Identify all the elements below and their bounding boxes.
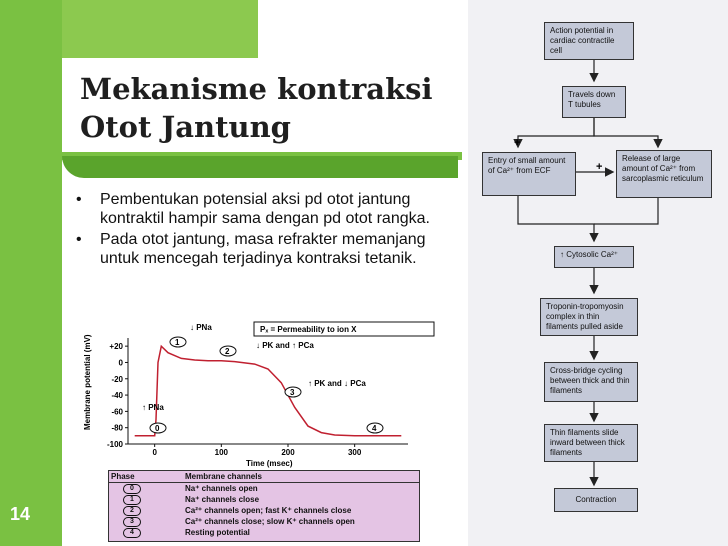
x-axis-label: Time (msec) bbox=[246, 459, 293, 468]
phase-number: 0 bbox=[123, 484, 141, 494]
phase-number: 4 bbox=[123, 528, 141, 538]
y-tick-label: -100 bbox=[106, 440, 123, 449]
y-tick-label: -60 bbox=[111, 407, 123, 417]
annotation-pna-up: ↑ PNa bbox=[142, 403, 164, 412]
title-line-2: Otot Jantung bbox=[80, 110, 291, 144]
arrow-entry-to-cytosolic bbox=[518, 196, 594, 240]
left-green-band bbox=[0, 0, 62, 546]
y-tick-label: -20 bbox=[111, 374, 123, 384]
y-tick-label: -40 bbox=[111, 391, 123, 401]
bullet-symbol-2: • bbox=[76, 231, 82, 248]
svg-text:3: 3 bbox=[290, 388, 295, 397]
flow-filaments-slide: Thin filaments slide inward between thick filaments bbox=[544, 424, 638, 462]
bullet-list bbox=[76, 190, 456, 270]
x-tick-label: 300 bbox=[347, 448, 362, 457]
phase-number: 2 bbox=[123, 506, 141, 516]
phase-number: 1 bbox=[123, 495, 141, 505]
flow-release-sr: Release of large amount of Ca²⁺ from sarcoplasmic reticulum bbox=[616, 150, 712, 198]
x-tick-label: 100 bbox=[214, 448, 229, 457]
divider-bar bbox=[62, 156, 458, 178]
table-row bbox=[109, 516, 419, 527]
plus-sign-1: + bbox=[514, 137, 521, 149]
bullet-symbol-1: • bbox=[76, 191, 82, 208]
flow-contraction: Contraction bbox=[554, 488, 638, 512]
phase-marker-3 bbox=[285, 387, 301, 397]
bullet-item-2 bbox=[76, 230, 456, 268]
y-tick-label: +20 bbox=[109, 342, 123, 352]
annotation-pna-down: ↓ PNa bbox=[190, 323, 212, 332]
phase-marker-0 bbox=[150, 423, 166, 433]
bullet-item-1 bbox=[76, 190, 456, 228]
phase-description: Na⁺ channels close bbox=[185, 495, 260, 504]
phase-description: Na⁺ channels open bbox=[185, 484, 258, 493]
flow-crossbridge: Cross-bridge cycling between thick and thin filaments bbox=[544, 362, 638, 402]
x-tick-label: 200 bbox=[281, 448, 295, 457]
phase-table-header bbox=[109, 471, 419, 483]
table-row bbox=[109, 494, 419, 505]
flow-travels-ttubules: Travels down T tubules bbox=[562, 86, 626, 118]
channels-header: Membrane channels bbox=[183, 471, 419, 483]
plus-sign-2: + bbox=[596, 161, 603, 173]
y-tick-label: -80 bbox=[111, 423, 123, 433]
title-line-1: Mekanisme kontraksi bbox=[80, 72, 433, 106]
legend-text: Pₓ = Permeability to ion X bbox=[260, 325, 357, 334]
x-tick-label: 0 bbox=[152, 448, 157, 457]
annotation-pk-pca-2: ↑ PK and ↓ PCa bbox=[308, 379, 366, 388]
phase-table bbox=[108, 470, 420, 542]
action-potential-chart bbox=[78, 318, 448, 468]
svg-text:0: 0 bbox=[155, 424, 160, 433]
phase-marker-4 bbox=[367, 423, 383, 433]
arrow-release-to-cytosolic bbox=[594, 198, 658, 224]
x-tick-group bbox=[152, 444, 361, 457]
phase-description: Ca²⁺ channels close; slow K⁺ channels open bbox=[185, 517, 355, 526]
table-row bbox=[109, 505, 419, 516]
flow-cytosolic-ca: ↑ Cytosolic Ca²⁺ bbox=[554, 246, 634, 268]
action-potential-curve bbox=[135, 346, 402, 436]
bullet-text-2: Pada otot jantung, masa refrakter memanjang untuk mencegah terjadinya kontraksi tetanik. bbox=[100, 231, 426, 267]
y-tick-label: 0 bbox=[118, 358, 123, 368]
top-green-block-light bbox=[62, 0, 258, 58]
bullet-text-1: Pembentukan potensial aksi pd otot jantung kontraktil hampir sama dengan pd otot rangka. bbox=[100, 191, 430, 227]
slide-title bbox=[80, 70, 460, 146]
phase-marker-1 bbox=[170, 337, 186, 347]
svg-text:4: 4 bbox=[372, 424, 377, 433]
annotation-pk-pca: ↓ PK and ↑ PCa bbox=[256, 341, 314, 350]
flow-entry-ecf: Entry of small amount of Ca²⁺ from ECF bbox=[482, 152, 576, 196]
arrow-ttubule-to-entry bbox=[518, 118, 594, 146]
arrow-ttubule-to-release bbox=[594, 118, 658, 146]
y-tick-group bbox=[107, 342, 128, 449]
phase-marker-2 bbox=[220, 346, 236, 356]
table-row bbox=[109, 527, 419, 538]
slide-number: 14 bbox=[10, 504, 31, 524]
svg-text:2: 2 bbox=[225, 347, 230, 356]
flow-action-potential: Action potential in cardiac contractile cell bbox=[544, 22, 634, 60]
flowchart-panel bbox=[468, 0, 728, 546]
phase-header: Phase bbox=[109, 471, 183, 483]
svg-text:1: 1 bbox=[175, 338, 180, 347]
phase-description: Ca²⁺ channels open; fast K⁺ channels close bbox=[185, 506, 352, 515]
phase-description: Resting potential bbox=[185, 528, 250, 537]
flowchart-arrows bbox=[468, 0, 728, 546]
flow-troponin: Troponin-tropomyosin complex in thin filaments pulled aside bbox=[540, 298, 638, 336]
table-row bbox=[109, 483, 419, 495]
y-axis-label: Membrane potential (mV) bbox=[83, 334, 92, 430]
phase-number: 3 bbox=[123, 517, 141, 527]
